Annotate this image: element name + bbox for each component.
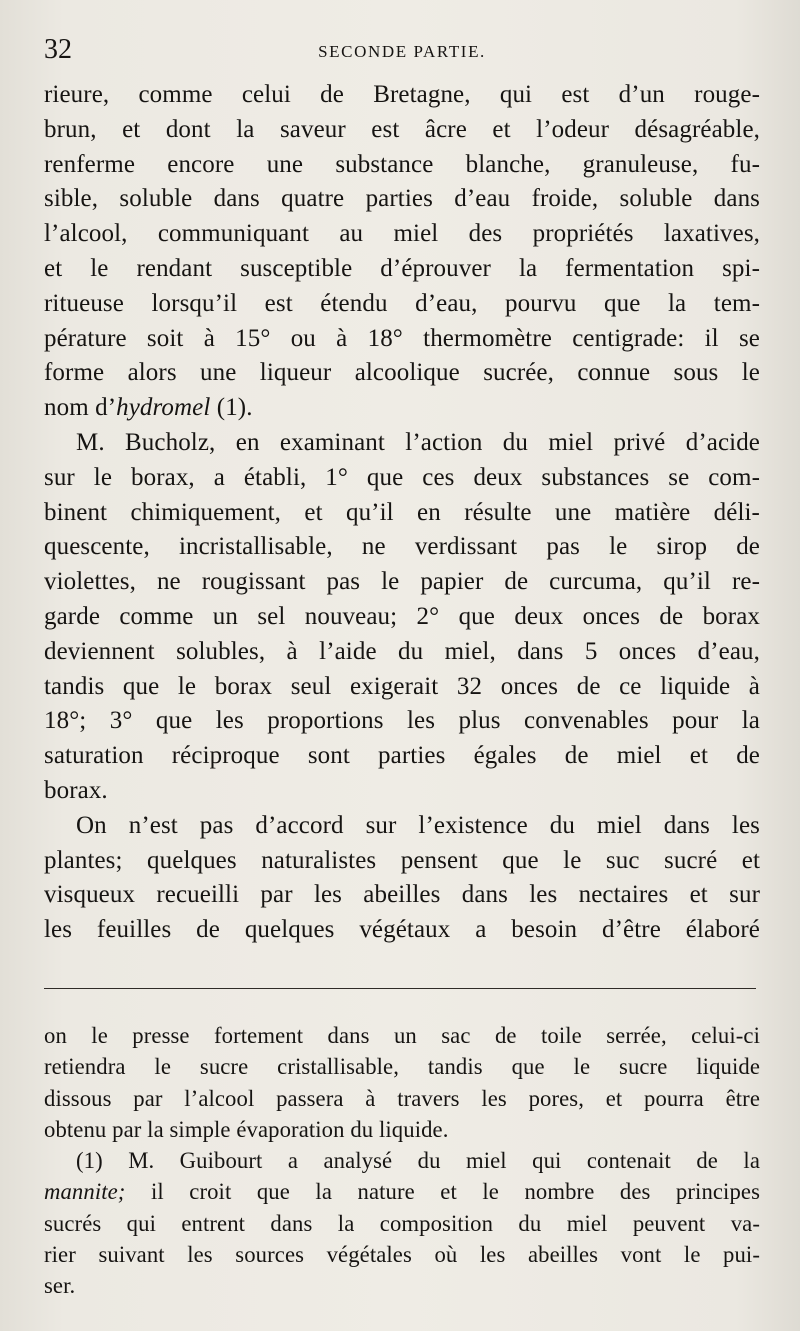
text-line: visqueux recueilli par les abeilles dans les nectaires et sur [44,881,760,909]
paragraph-start-line: On n’est pas d’accord sur l’existence du miel dans les [76,811,760,839]
text-line: sur le borax, a établi, 1° que ces deux substances se com- [44,463,760,491]
text-line: quescente, incristallisable, ne verdissant pas le sirop de [44,533,760,561]
text-line: les feuilles de quelques végétaux a besoin d’être élaboré [44,916,760,944]
text-line: rieure, comme celui de Bretagne, qui est d’un rouge- [44,81,760,108]
text-line: tandis que le borax seul exigerait 32 onces de ce liquide à [44,672,760,700]
page-header [44,34,760,68]
text-span: il croit que la nature et le nombre des principes [125,1179,760,1205]
footnote-1-line-mannite [44,1176,760,1207]
running-head: SECONDE PARTIE. [318,42,486,61]
text-line: ritueuse lorsqu’il est étendu d’eau, pourvu que la tem- [44,289,760,317]
text-line: deviennent solubles, à l’aide du miel, dans 5 onces d’eau, [44,637,760,665]
text-line: forme alors une liqueur alcoolique sucrée, connue sous le [44,359,760,387]
footnote-reference: (1). [210,394,253,422]
footnote-line: ser. [44,1273,76,1299]
footnote-line: sucrés qui entrent dans la composition du miel peuvent va- [44,1210,760,1236]
italic-term-hydromel: hydromel [116,394,211,422]
main-text [44,78,760,978]
footnote-line: on le presse fortement dans un sac de toile serrée, celui-ci [44,1023,760,1048]
text-line: saturation réciproque sont parties égales de miel et de [44,742,760,770]
text-line: borax. [44,776,108,804]
text-line: sible, soluble dans quatre parties d’eau froide, soluble dans [44,185,760,213]
text-line: binent chimiquement, et qu’il en résulte une matière déli- [44,498,760,526]
italic-term-mannite: mannite; [44,1179,126,1205]
text-line-hydromel [44,391,760,426]
text-line: renferme encore une substance blanche, granuleuse, fu- [44,150,760,178]
paragraph-start-line: M. Bucholz, en examinant l’action du miel privé d’acide [76,428,760,456]
text-line: brun, et dont la saveur est âcre et l’odeur désagréable, [44,115,760,143]
footnote-divider [44,988,756,989]
footnote-line: obtenu par la simple évaporation du liquide. [44,1116,449,1142]
text-span: nom d’ [44,394,117,422]
text-line: pérature soit à 15° ou à 18° thermomètre centigrade: il se [44,324,760,352]
footnotes [44,1020,760,1300]
page-number: 32 [44,34,72,65]
text-line: violettes, ne rougissant pas le papier de curcuma, qu’il re- [44,568,760,596]
footnote-line: dissous par l’alcool passera à travers les pores, et pourra être [44,1085,760,1111]
text-line: l’alcool, communiquant au miel des propriétés laxatives, [44,220,760,248]
text-line: 18°; 3° que les proportions les plus convenables pour la [44,707,760,735]
text-line: plantes; quelques naturalistes pensent que le suc sucré et [44,846,760,874]
footnote-line: retiendra le sucre cristallisable, tandis que le sucre liquide [44,1054,760,1080]
text-line: et le rendant susceptible d’éprouver la fermentation spi- [44,254,760,282]
footnote-line: rier suivant les sources végétales où les abeilles vont le pui- [44,1242,760,1268]
text-line: garde comme un sel nouveau; 2° que deux onces de borax [44,602,760,630]
footnote-1-line: (1) M. Guibourt a analysé du miel qui contenait de la [76,1148,760,1174]
